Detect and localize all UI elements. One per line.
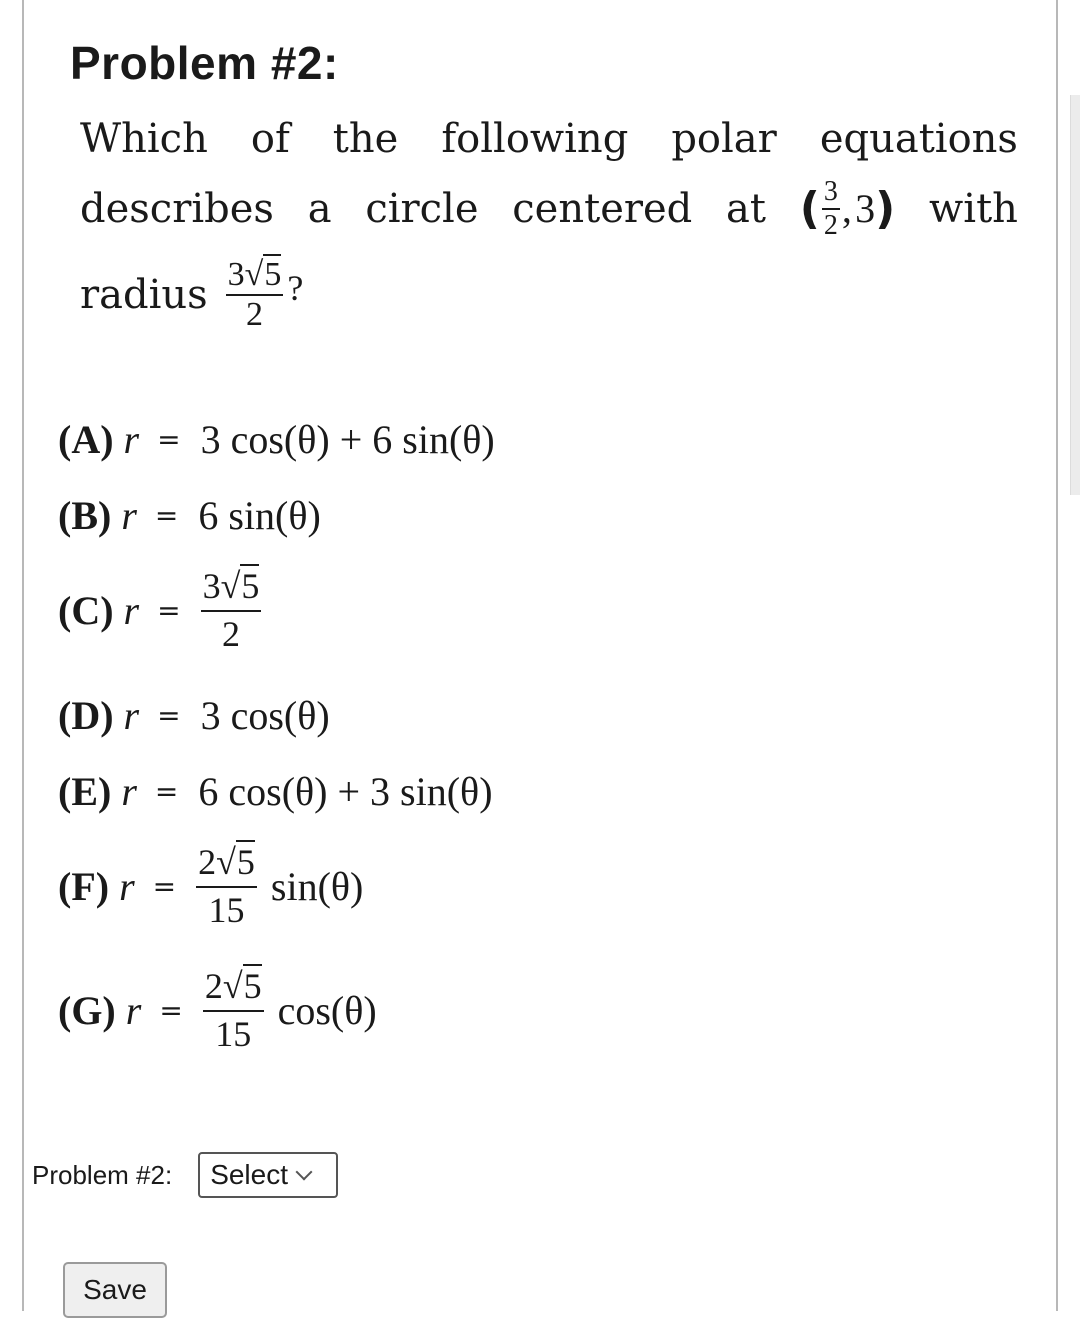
question-word: polar [671,116,777,162]
sqrt-symbol: √ [220,566,241,606]
choice-letter: (C) [58,587,114,633]
question-word: equations [819,116,1018,162]
choice-variable: r [121,493,137,538]
radius-coefficient: 3 [227,256,245,293]
choice-expression: sin(θ) [270,863,364,909]
question-word: at [726,186,766,232]
save-button[interactable]: Save [63,1262,167,1318]
choice-expression: 3 cos(θ) [200,693,330,738]
choice-expression: 3 cos(θ) + 6 sin(θ) [200,417,495,462]
question-word: with [929,186,1018,232]
choice-fraction [196,844,257,928]
choice-g [58,968,377,1052]
center-x-denominator: 2 [823,210,838,241]
question-mark: ? [287,268,304,308]
question-word: centered [512,186,693,232]
fraction-radicand: 5 [241,566,260,606]
sqrt-symbol: √ [222,966,243,1006]
equals-sign: = [157,423,181,456]
choice-e [58,768,493,815]
question-word: describes [80,186,274,232]
choice-b [58,492,321,539]
center-point: ( $\frac{3}{2}$ , 3 ) [799,176,896,241]
question-line-3 [80,250,1018,340]
question-line-1 [80,116,1018,162]
scrollbar[interactable] [1070,95,1080,495]
question-word: following [441,116,629,162]
fraction-coefficient: 3 [202,566,221,606]
equals-sign: = [152,869,177,903]
choice-expression: 6 sin(θ) [198,493,321,538]
fraction-denominator: 2 [221,614,240,654]
question-line-2 [80,178,1018,240]
fraction-coefficient: 2 [198,842,217,882]
answer-label: Problem #2: [32,1159,173,1190]
choice-letter: (G) [58,987,116,1033]
question-word: circle [365,186,479,232]
choice-fraction [203,968,264,1052]
question-word: a [307,186,332,232]
fraction-coefficient: 2 [204,966,223,1006]
fraction-denominator: 15 [208,890,245,930]
question-word: of [250,116,290,162]
choice-d [58,692,330,739]
fraction-radicand: 5 [243,966,262,1006]
choice-f [58,844,363,928]
choice-letter: (A) [58,417,114,462]
choice-a [58,416,495,463]
center-x-numerator: 3 [822,178,840,210]
choice-c [58,568,275,652]
choice-variable: r [125,987,142,1033]
radius-radicand: 5 [264,256,282,293]
center-y: 3 [855,186,876,231]
answer-row [32,1152,338,1198]
equals-sign: = [159,993,183,1027]
sqrt-symbol: √ [216,842,236,882]
choice-variable: r [123,417,140,462]
choice-letter: (D) [58,693,114,738]
choice-letter: (E) [58,769,112,814]
problem-title: Problem #2: [70,37,339,89]
choice-expression: 6 cos(θ) + 3 sin(θ) [198,769,493,814]
choice-expression: cos(θ) [277,987,377,1033]
question-word: radius [80,272,208,318]
fraction-radicand: 5 [236,842,255,882]
choice-letter: (F) [58,863,110,909]
center-x-fraction [822,178,840,240]
radius-fraction [226,258,284,332]
choice-variable: r [121,769,137,814]
equals-sign: = [154,499,179,532]
question-word: the [332,116,399,162]
chevron-down-icon [296,1164,313,1181]
fraction-denominator: 15 [215,1014,252,1054]
equals-sign: = [157,699,181,732]
choice-variable: r [123,693,140,738]
equals-sign: = [157,593,181,627]
answer-select[interactable] [198,1152,338,1198]
choice-letter: (B) [58,493,112,538]
question-word: Which [80,116,208,162]
radius-denominator: 2 [245,296,263,333]
choice-variable: r [123,587,140,633]
select-value: Select [210,1159,289,1190]
equals-sign: = [154,775,179,808]
sqrt-symbol: √ [244,256,264,293]
choice-fraction [201,568,262,652]
choice-variable: r [119,863,135,909]
